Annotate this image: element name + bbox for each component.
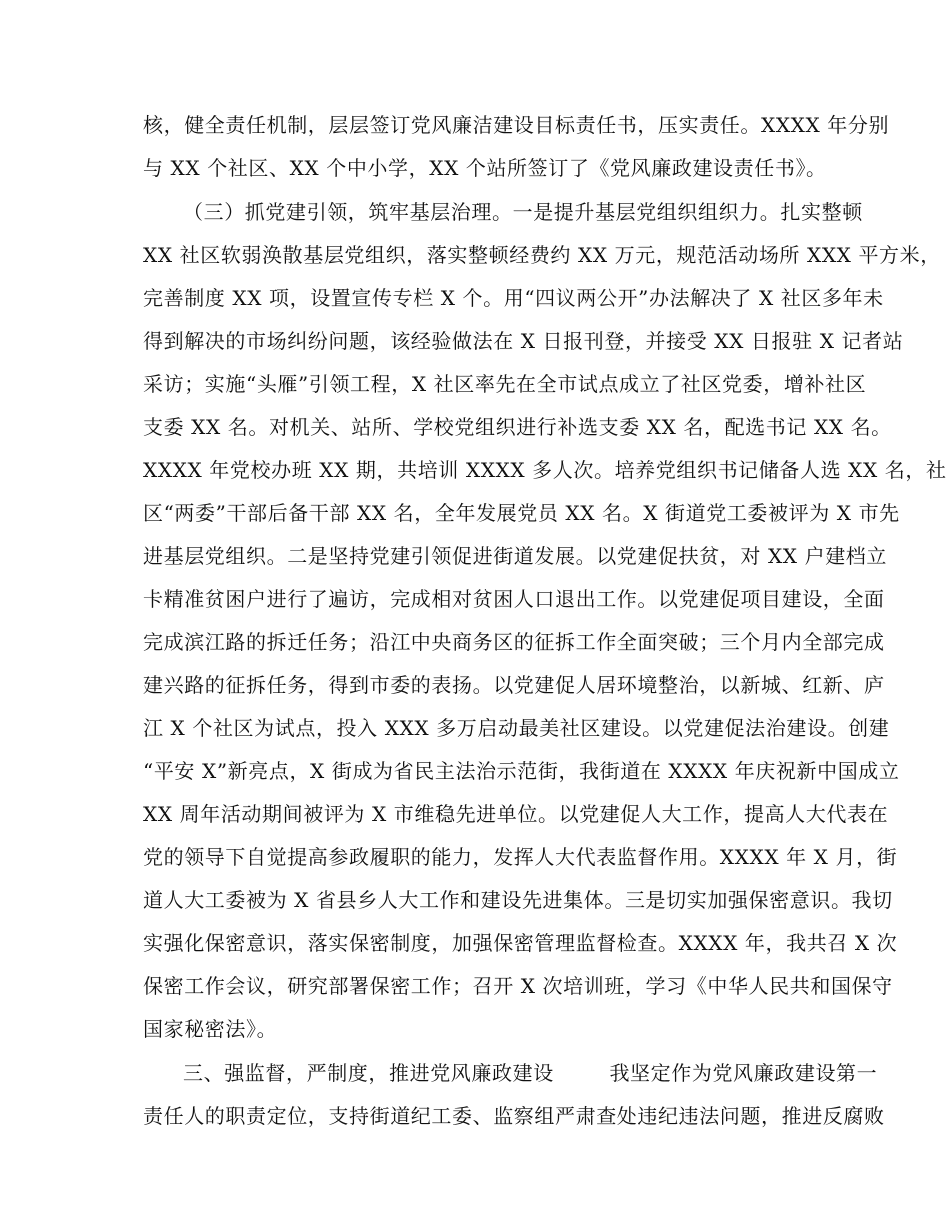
- text-line: 完成滨江路的拆迁任务；沿江中央商务区的征拆工作全面突破；三个月内全部完成: [143, 630, 885, 654]
- text-line: 国家秘密法》。: [143, 1017, 278, 1041]
- text-line: XXXX 年党校办班 XX 期，共培训 XXXX 多人次。培养党组织书记储备人选 XX 名，社: [143, 458, 947, 482]
- text-line: XX 周年活动期间被评为 X 市维稳先进单位。以党建促人大工作，提高人大代表在: [143, 802, 889, 826]
- text-line: 完善制度 XX 项，设置宣传专栏 X 个。用“四议两公开”办法解决了 X 社区多年未: [143, 286, 884, 310]
- section-heading-line: （三）抓党建引领，筑牢基层治理。一是提升基层党组织组织力。扎实整顿: [183, 200, 863, 224]
- text-line: 实强化保密意识，落实保密制度，加强保密管理监督检查。XXXX 年，我共召 X 次: [143, 931, 898, 955]
- text-line: “平安 X”新亮点，X 街成为省民主法治示范街，我街道在 XXXX 年庆祝新中国成立: [143, 759, 900, 783]
- text-line: 得到解决的市场纠纷问题，该经验做法在 X 日报刊登，并接受 XX 日报驻 X 记者站: [143, 329, 904, 353]
- text-line: 道人大工委被为 X 省县乡人大工作和建设先进集体。三是切实加强保密意识。我切: [143, 888, 893, 912]
- text-line: 核，健全责任机制，层层签订党风廉洁建设目标责任书，压实责任。XXXX 年分别: [143, 113, 890, 137]
- section-heading-line: 三、强监督，严制度，推进党风廉政建设 我坚定作为党风廉政建设第一: [183, 1061, 878, 1085]
- text-line: 卡精准贫困户进行了遍访，完成相对贫困人口退出工作。以党建促项目建设，全面: [143, 587, 885, 611]
- text-line: 区“两委”干部后备干部 XX 名，全年发展党员 XX 名。X 街道党工委被评为 X 市先: [143, 501, 900, 525]
- text-line: 保密工作会议，研究部署保密工作；召开 X 次培训班，学习《中华人民共和国保守: [143, 974, 893, 998]
- text-line: 进基层党组织。二是坚持党建引领促进街道发展。以党建促扶贫，对 XX 户建档立: [143, 544, 887, 568]
- text-line: 江 X 个社区为试点，投入 XXX 多万启动最美社区建设。以党建促法治建设。创建: [143, 716, 890, 740]
- text-line: XX 社区软弱涣散基层党组织，落实整顿经费约 XX 万元，规范活动场所 XXX 平方米，: [143, 243, 941, 267]
- text-line: 采访；实施“头雁”引领工程，X 社区率先在全市试点成立了社区党委，增补社区: [143, 372, 867, 396]
- text-line: 党的领导下自觉提高参政履职的能力，发挥人大代表监督作用。XXXX 年 X 月，街: [143, 845, 898, 869]
- text-line: 支委 XX 名。对机关、站所、学校党组织进行补选支委 XX 名，配选书记 XX 名。: [143, 415, 892, 439]
- text-line: 与 XX 个社区、XX 个中小学，XX 个站所签订了《党风廉政建设责任书》。: [143, 156, 827, 180]
- text-line: 责任人的职责定位，支持街道纪工委、监察组严肃查处违纪违法问题，推进反腐败: [143, 1104, 885, 1128]
- text-line: 建兴路的征拆任务，得到市委的表扬。以党建促人居环境整治，以新城、红新、庐: [143, 673, 885, 697]
